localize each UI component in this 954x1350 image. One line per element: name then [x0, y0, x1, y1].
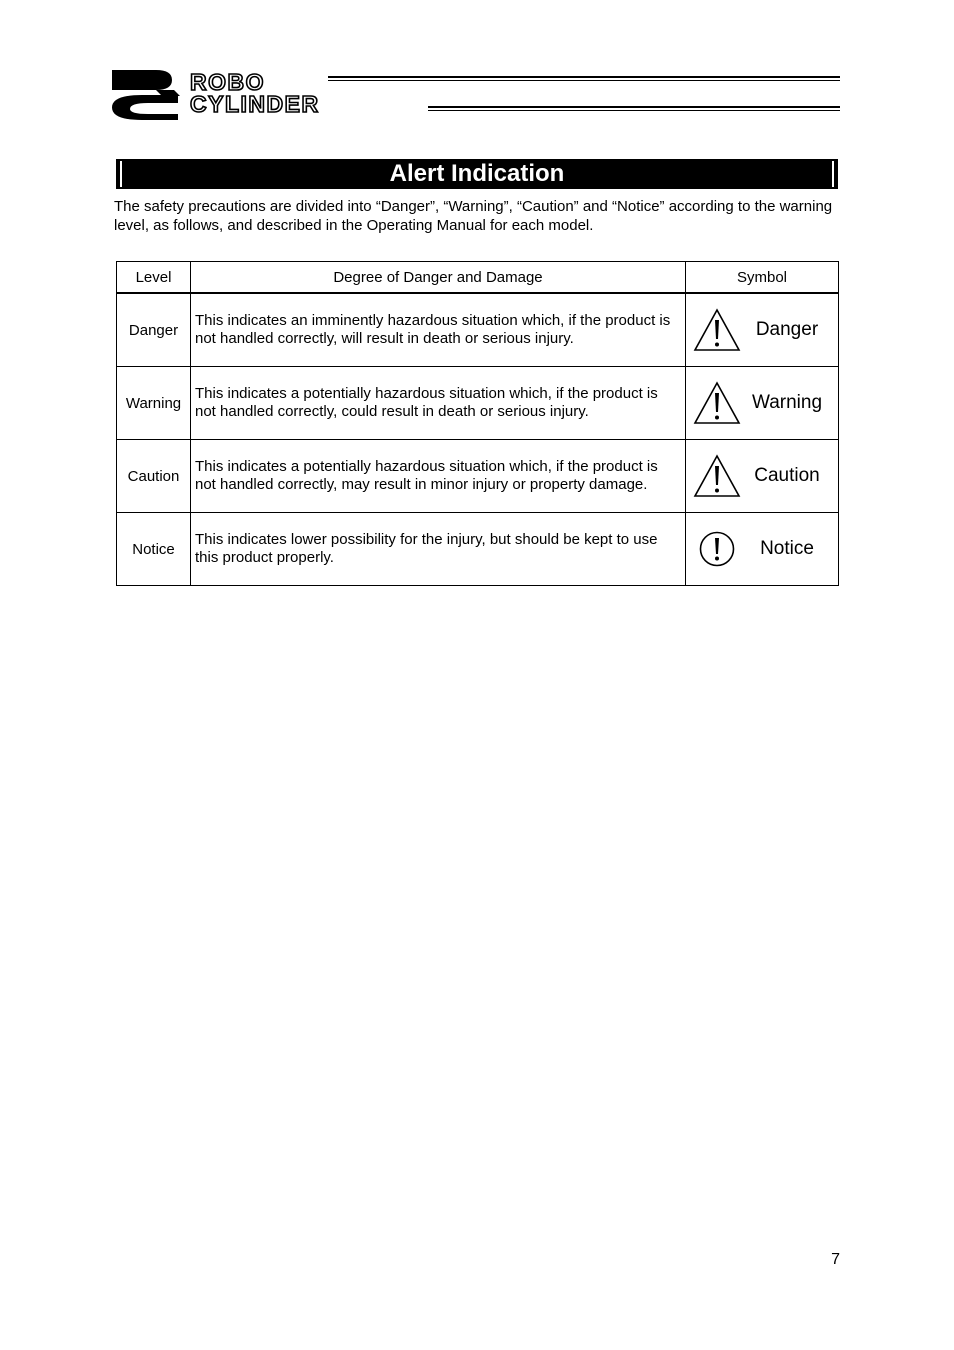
table-row [117, 293, 839, 367]
level-cell: Notice [117, 513, 191, 586]
table-row [117, 513, 839, 586]
page-title: Alert Indication [389, 160, 565, 187]
level-cell: Danger [117, 293, 191, 367]
symbol-label: Danger [755, 319, 819, 340]
symbol-cell [686, 293, 839, 367]
warning-triangle-icon [692, 453, 742, 499]
warning-triangle-icon [692, 307, 742, 353]
header-symbol: Symbol [686, 262, 839, 294]
description-cell: This indicates a potentially hazardous situation which, if the product is not handled correctly, could result in death or serious injury. [191, 367, 686, 440]
symbol-label: Caution [754, 465, 820, 486]
alert-levels-table [116, 261, 839, 586]
description-cell: This indicates a potentially hazardous situation which, if the product is not handled correctly, may result in minor injury or property damage. [191, 440, 686, 513]
level-cell: Warning [117, 367, 191, 440]
symbol-cell [686, 367, 839, 440]
logo-line1: ROBO [190, 69, 265, 95]
description-cell: This indicates an imminently hazardous situation which, if the product is not handled correctly, will result in death or serious injury. [191, 293, 686, 367]
logo-line2: CYLINDER [190, 91, 320, 117]
table-row [117, 367, 839, 440]
section-title-bar [116, 159, 838, 189]
page-number: 7 [831, 1251, 840, 1268]
symbol-label: Warning [751, 392, 823, 413]
robo-cylinder-logo [112, 68, 842, 120]
intro-paragraph: The safety precautions are divided into “Danger”, “Warning”, “Caution” and “Notice” according to the warning level, as follows, and described in the Operating Manual for each model. [114, 198, 833, 234]
header-level: Level [117, 262, 191, 294]
description-cell: This indicates lower possibility for the injury, but should be kept to use this product properly. [191, 513, 686, 586]
symbol-cell [686, 513, 839, 586]
table-header-row [117, 262, 839, 294]
header-degree: Degree of Danger and Damage [191, 262, 686, 294]
symbol-label: Notice [760, 538, 814, 559]
warning-triangle-icon [692, 380, 742, 426]
level-cell: Caution [117, 440, 191, 513]
table-row [117, 440, 839, 513]
exclamation-circle-icon [692, 526, 742, 572]
rc-monogram-icon [112, 70, 180, 120]
symbol-cell [686, 440, 839, 513]
